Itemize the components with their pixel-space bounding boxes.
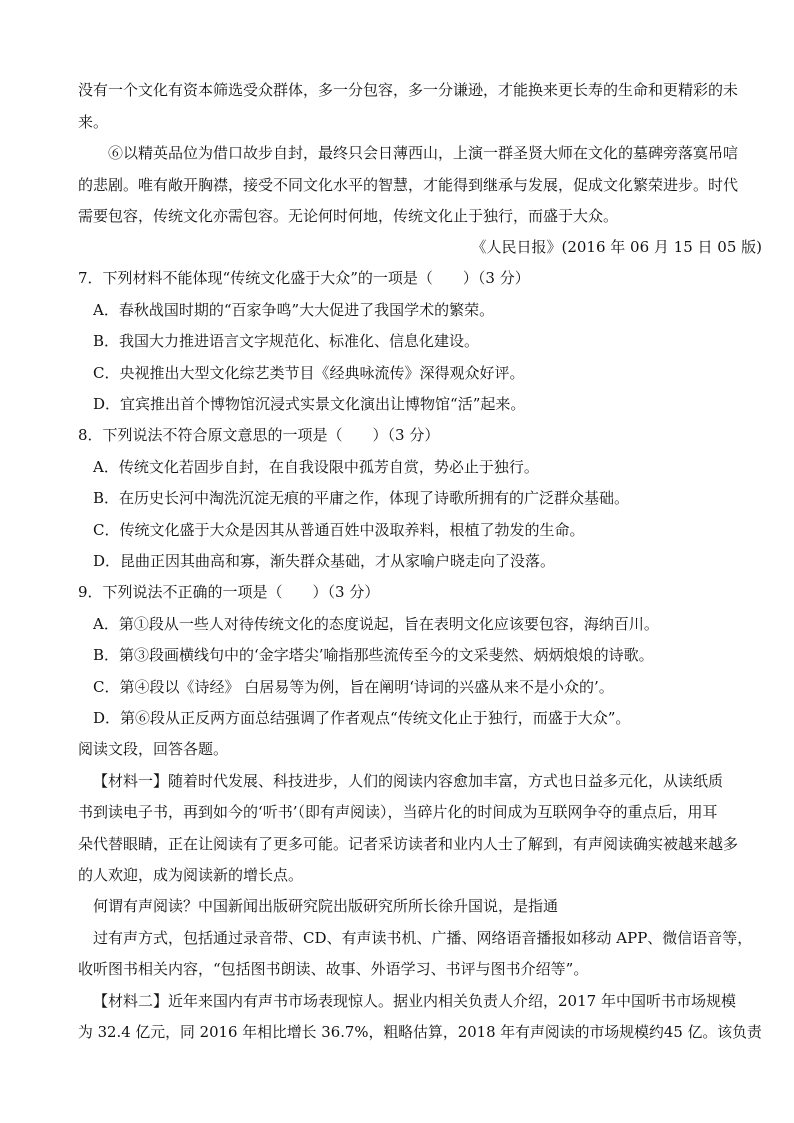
material-1-line: 过有声方式，包括通过录音带、CD、有声读书机、广播、网络语音播报如移动 APP、微信语音等，	[93, 929, 753, 947]
paragraph-line: ⑥以精英品位为借口故步自封，最终只会日薄西山，上演一群圣贤大师在文化的墓碑旁落寞吊唁	[108, 144, 739, 162]
paragraph-line: 来。	[78, 113, 109, 131]
reading-instruction: 阅读文段，回答各题。	[78, 740, 229, 758]
option-7b: B．我国大力推进语言文字规范化、标准化、信息化建设。	[93, 332, 480, 350]
question-9: 9．下列说法不正确的一项是（ ）（3 分）	[78, 583, 380, 601]
option-9b: B．第③段画横线句中的‘金字塔尖’喻指那些流传至今的文采斐然、炳炳烺烺的诗歌。	[93, 646, 654, 664]
option-9c: C．第④段以《诗经》 白居易等为例，旨在阐明‘诗词的兴盛从来不是小众的’。	[93, 678, 614, 696]
material-1-line: 何谓有声阅读？中国新闻出版研究院出版研究所所长徐升国说，是指通	[93, 897, 559, 915]
option-9d: D．第⑥段从正反两方面总结强调了作者观点“传统文化止于独行，而盛于大众”。	[93, 709, 631, 727]
question-7: 7．下列材料不能体现“传统文化盛于大众”的一项是（ ）（3 分）	[78, 269, 530, 287]
option-8b: B．在历史长河中淘洗沉淀无痕的平庸之作，体现了诗歌所拥有的广泛群众基础。	[93, 489, 630, 507]
material-1-line: 书到读电子书，再到如今的‘听书’（即有声阅读），当碎片化的时间成为互联网争夺的重点后，用耳	[78, 803, 718, 821]
material-2-line: 为 32.4 亿元，同 2016 年相比增长 36.7%，粗略估算，2018 年有声阅读的市场规模约45 亿。该负责	[78, 1023, 762, 1041]
option-7d: D．宜宾推出首个博物馆沉浸式实景文化演出让博物馆“活”起来。	[93, 395, 526, 413]
material-2-line: 【材料二】近年来国内有声书市场表现惊人。据业内相关负责人介绍，2017 年中国听书市场规模	[93, 992, 736, 1010]
option-8c: C．传统文化盛于大众是因其从普通百姓中汲取养料，根植了勃发的生命。	[93, 521, 585, 539]
question-8: 8．下列说法不符合原文意思的一项是（ ）（3 分）	[78, 426, 440, 444]
material-1-line: 收听图书相关内容，“包括图书朗读、故事、外语学习、书评与图书介绍等”。	[78, 960, 589, 978]
option-8a: A．传统文化若固步自封，在自我设限中孤芳自赏，势必止于独行。	[93, 458, 539, 476]
material-1-line: 的人欢迎，成为阅读新的增长点。	[78, 866, 304, 884]
option-7c: C．央视推出大型文化综艺类节目《经典咏流传》深得观众好评。	[93, 364, 525, 382]
paragraph-line: 的悲剧。唯有敞开胸襟，接受不同文化水平的智慧，才能得到继承与发展，促成文化繁荣进步。时代	[78, 176, 739, 194]
option-9a: A．第①段从一些人对待传统文化的态度说起，旨在表明文化应该要包容，海纳百川。	[93, 615, 659, 633]
paragraph-line: 需要包容，传统文化亦需包容。无论何时何地，传统文化止于独行，而盛于大众。	[78, 207, 619, 225]
source-citation: 《人民日报》(2016 年 06 月 15 日 05 版)	[471, 238, 762, 256]
option-8d: D．昆曲正因其曲高和寡，渐失群众基础，才从家喻户晓走向了没落。	[93, 552, 556, 570]
material-1-line: 朵代替眼睛，正在让阅读有了更多可能。记者采访读者和业内人士了解到，有声阅读确实被越来越多	[78, 835, 739, 853]
option-7a: A．春秋战国时期的“百家争鸣”大大促进了我国学术的繁荣。	[93, 301, 495, 319]
material-1-line: 【材料一】随着时代发展、科技进步，人们的阅读内容愈加丰富，方式也日益多元化，从读纸质	[93, 772, 724, 790]
paragraph-line: 没有一个文化有资本筛选受众群体，多一分包容，多一分谦逊，才能换来更长寿的生命和更精彩的未	[78, 81, 739, 99]
